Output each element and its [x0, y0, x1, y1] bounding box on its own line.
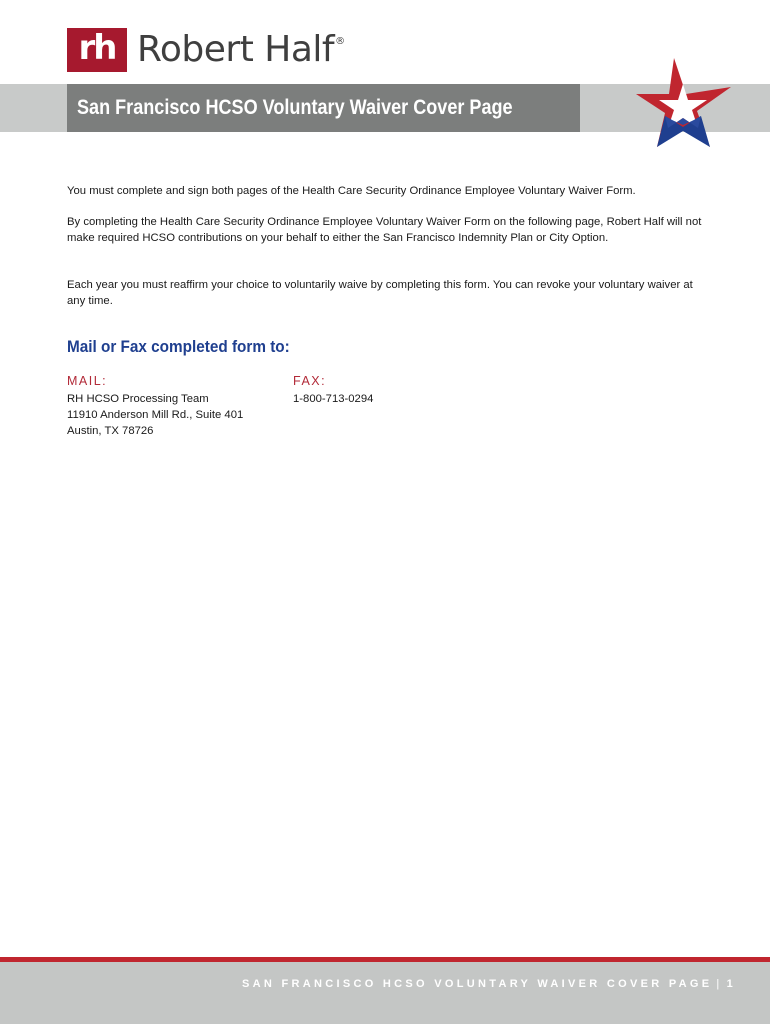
page-title: San Francisco HCSO Voluntary Waiver Cover Page	[77, 96, 513, 119]
intro-paragraph-1: You must complete and sign both pages of the Health Care Security Ordinance Employee Voluntary Waiver Form.	[67, 185, 636, 197]
registered-mark: ®	[335, 36, 345, 47]
footer-band	[0, 962, 770, 1024]
page-number: 1	[726, 978, 736, 990]
fax-number: 1-800-713-0294	[293, 393, 374, 405]
footer-label	[242, 978, 736, 990]
intro-paragraph-3: Each year you must reaffirm your choice to voluntarily waive by completing this form. You can revoke your voluntary waiver at any time.	[67, 279, 693, 307]
mail-address	[67, 391, 243, 439]
intro-paragraph-2: By completing the Health Care Security Ordinance Employee Voluntary Waiver Form on the following page, Robert Half will not make required HCSO contributions on your behalf to either the San Francisco Indemnity Plan or City Option.	[67, 216, 702, 244]
footer-title: SAN FRANCISCO HCSO VOLUNTARY WAIVER COVER PAGE	[241, 978, 713, 990]
star-logo-icon	[630, 54, 736, 154]
title-box	[67, 84, 580, 132]
address-line: RH HCSO Processing Team	[67, 393, 209, 405]
address-line: 11910 Anderson Mill Rd., Suite 401	[67, 409, 244, 421]
address-line: Austin, TX 78726	[67, 425, 154, 437]
mail-fax-heading: Mail or Fax completed form to:	[67, 337, 290, 356]
mail-label: MAIL:	[67, 374, 108, 388]
logo-wordmark	[137, 28, 345, 72]
logo-name: Robert Half	[137, 29, 335, 70]
fax-label: FAX:	[293, 374, 327, 388]
robert-half-logo	[67, 28, 345, 72]
logo-mark: rh	[67, 28, 127, 72]
footer-separator: |	[716, 978, 723, 990]
